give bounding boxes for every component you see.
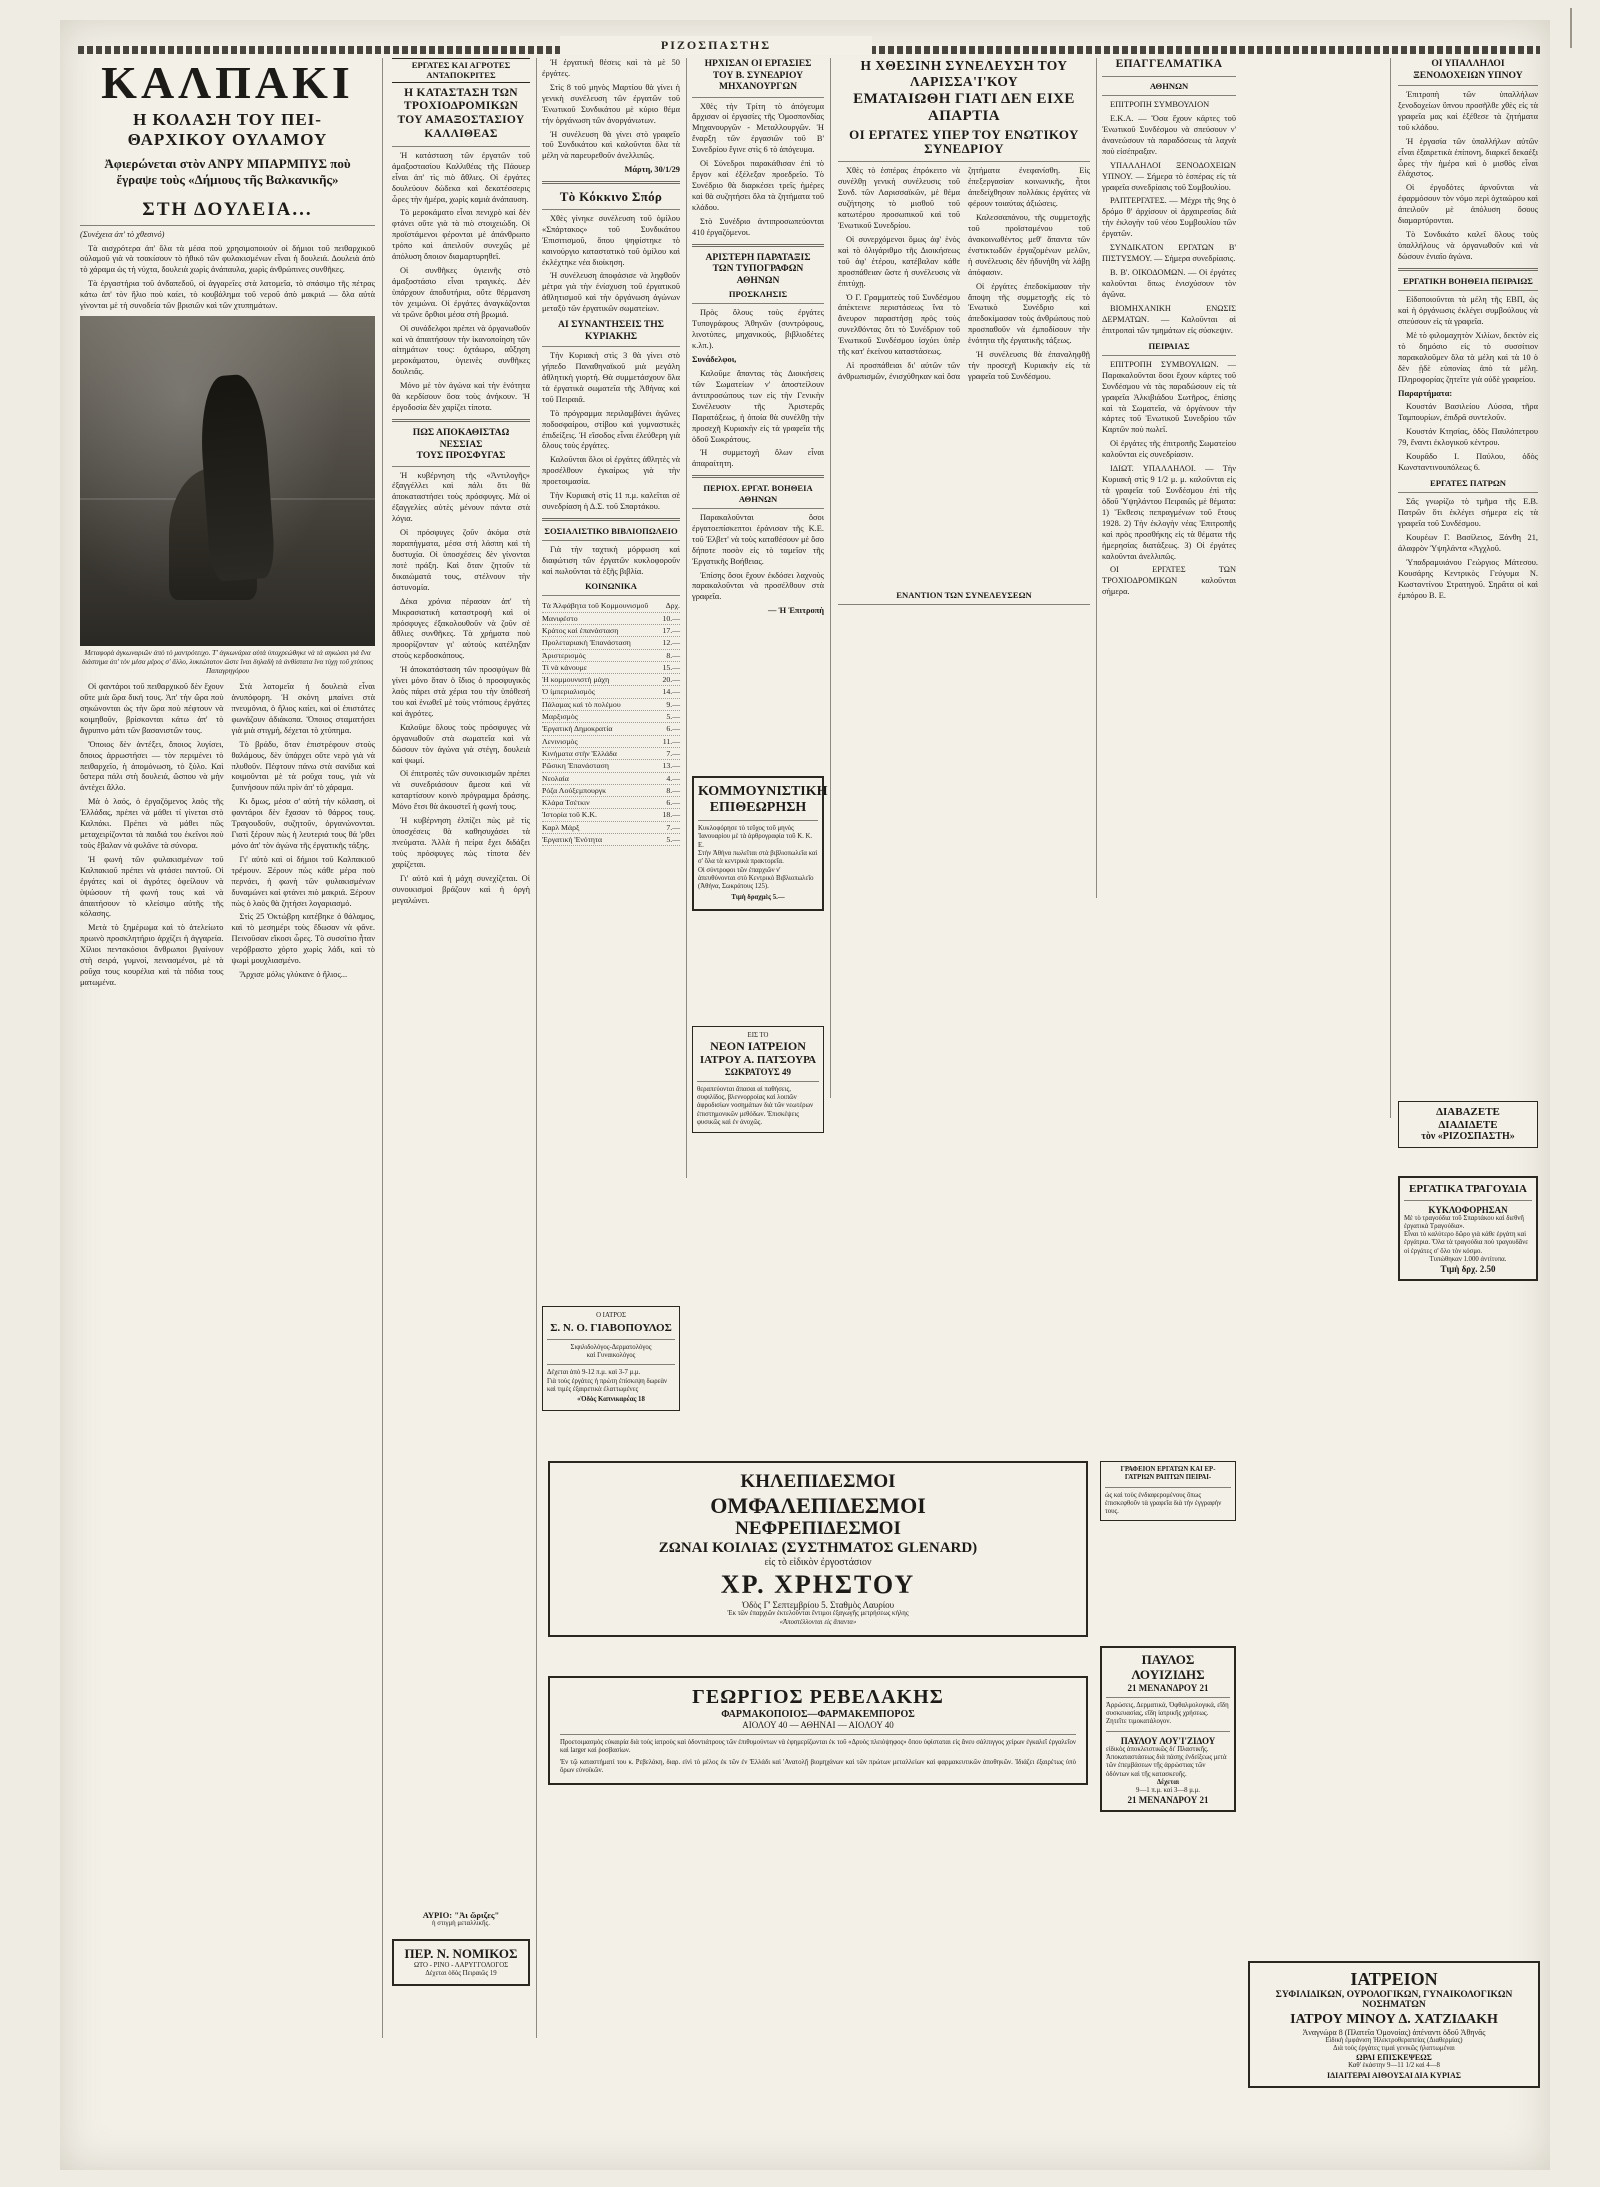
hotel-headline-1: ΟΙ ΥΠΑΛΛΗΛΟΙ: [1431, 58, 1505, 69]
ad-pharmacy-sub1: ΦΑΡΜΑΚΟΠΟΙΟΣ—ΦΑΡΜΑΚΕΜΠΟΡΟΣ: [721, 1709, 915, 1720]
list-item: [542, 637, 680, 649]
photo-caption: Μεταφορὰ ἀγκωναριῶν ἀπὸ τὸ μαντρότειχο. Τ' ἀγκωνάρια αὐτὰ ὑποχρεώθηκε νὰ τὰ σηκώσει γιὰ ἕνα διάστημα ἀπ' τὸν μέσα μέρος σ' ἄλλο, λυκεώτατον ὥστε ἵναι δηλαδὴ τὰ ἀνθίστατα ἴνα τύχῃ τοῦ χτύπους Παπαγρηγόρου: [81, 649, 374, 676]
book-price-list: [542, 600, 680, 846]
kalpaki-p6: Ἡ φωνὴ τῶν φυλακισμένων τοῦ Καλπακιοῦ πρέπει νὰ φτάσει παντοῦ. Οἱ ἐργάτες καὶ οἱ ἀγρότες ὀφείλουν νὰ ὑψώσουν τὴ φωνή τους καὶ νὰ ἀπαιτήσουν τὸ κλείσιμο αὐτῆς τῆς κόλασης.: [80, 854, 224, 919]
book-price: 6.—: [666, 724, 680, 734]
refugees-p5: Καλοῦμε ὅλους τοὺς πρόσφυγες νὰ ὀργανωθοῦν στὰ σωματεῖα καὶ νὰ δώσουν τὸν ἀγώνα γιὰ στέγη, δουλειὰ καὶ ψωμί.: [392, 722, 530, 765]
ad-review-p2: Στὴν Ἀθήνα πωλεῖται στὰ βιβλιοπωλεῖα καὶ σ' ὅλα τὰ κεντρικὰ πρακτορεῖα.: [698, 850, 818, 866]
book-title: Τὰ Ἀλφάβητα τοῦ Κομμουνισμοῦ: [542, 601, 649, 611]
rizospastis-label: τὸν «ΡΙΖΟΣΠΑΣΤΗ»: [1421, 1131, 1515, 1143]
ad-truss-line-5: εἰς τὸ εἰδικὸν ἐργοστάσιον: [764, 1557, 872, 1569]
hotel-p3: Οἱ ἐργοδότες ἀρνοῦνται νὰ ἐφαρμόσουν τὸν νόμο περὶ ὀχταώρου καὶ ἀπειλοῦν μὲ ἀπόλυση ὅσους διαμαρτύρονται.: [1398, 183, 1538, 226]
patras-workers-headline: ΕΡΓΑΤΕΣ ΠΑΤΡΩΝ: [1429, 477, 1507, 488]
branch-2: Κουρᾶδο Ι. Παύλου, ὁδὸς Κωνσταντινουπόλεως 6.: [1398, 452, 1538, 473]
book-price: 8.—: [666, 650, 680, 660]
prof-row-3: ΡΑΠΤΕΡΓΑΤΕΣ. — Μέχρι τῆς 9ης ὁ δρόμο θ' ἀρχίσουν οἱ ἀρχαιρεσίας διὰ τὴν ἐκλογὴν τοῦ νέου Συμβουλίου τῶν ἐργατῶν.: [1102, 196, 1236, 239]
louizidis-address-2: 21 ΜΕΝΑΝΔΡΟΥ 21: [1127, 1795, 1209, 1806]
larissa-headline-3: ΟΙ ΕΡΓΑΤΕΣ ΥΠΕΡ ΤΟΥ ΕΝΩΤΙΚΟΥ ΣΥΝΕΔΡΙΟΥ: [849, 126, 1079, 157]
list-item: [542, 699, 680, 711]
list-item: [542, 613, 680, 625]
refugees-p8: Γι' αὐτὸ καὶ ἡ μάχη συνεχίζεται. Οἱ συνοικισμοὶ βράζουν καὶ ἡ ὀργὴ μεγαλώνει.: [392, 873, 530, 905]
sunday-p1: Τὴν Κυριακὴ στὶς 3 θὰ γίνει στὸ γήπεδο Παναθηναϊκοῦ μιὰ μεγάλη ἀθλητικὴ γιορτή. Θὰ συμμετάσχουν ὅλα τὰ ἐργατικὰ σωματεῖα τῆς Ἀθήνας καὶ τοῦ Πειραιᾶ.: [542, 351, 680, 404]
book-price: 18.—: [662, 810, 680, 820]
ad-clinic-doctor: ΙΑΤΡΟΥ Α. ΠΑΤΣΟΥΡΑ: [699, 1054, 817, 1067]
larissa-p4: Αἱ προσπάθειαι δι' αὐτῶν τῶν ἀνθρωπισμῶν, ἐνισχύθηκαν καὶ ὅσα ζητήματα ἐνεφανίσθη. Εἰς ἐπεξεργασίαν κοινωνικῆς, ἦτοι ἀπεδείχθησαν πολλάκις ἐργάτες νὰ φέρουν τοιαύτας ἀξιώσεις.: [838, 166, 1090, 381]
kalpaki-dedication-2: ἔγραψε τοὺς «Δήμιους τῆς Βαλκανικῆς»: [116, 172, 339, 188]
column-rule: [1390, 58, 1391, 1118]
column-rule: [1096, 58, 1097, 898]
refugees-headline-1: ΠΩΣ ΑΠΟΚΑΘΙΣΤΑΩ ΝΕΣΣΙΑΣ: [412, 427, 510, 450]
book-price: 7.—: [666, 822, 680, 832]
kalpaki-section-title: ΣΤΗ ΔΟΥΛΕΙΑ...: [142, 198, 313, 220]
kalpaki-p1: Τὰ αισχρότερα ἀπ' ὅλα τὰ μέσα ποὺ χρησιμοποιούν οἱ δήμιοι τοῦ πειθαρχικοῦ οὐλαμοῦ γιὰ νὰ τσακίσουν τὸ ἠθικό τῶν φυλακισμένων εἶναι ἡ δουλειά. Δουλειὰ ἀπὸ τὸ χάραμα ὡς τὴ νύχτα, δουλειὰ χωρὶς ἀνάπαυλα, χωρὶς ἀνθρώπινες συνθῆκες.: [80, 243, 375, 275]
bookshop-note: Γιὰ τὴν ταχτικὴ μόρφωση καὶ διαφώτιση τῶν ἐργατῶν κυκλοφοροῦν καὶ πωλοῦνται τὰ ἑξῆς βιβλία.: [542, 545, 680, 577]
hatzidakis-hours-label: ΩΡΑΙ ΕΠΙΣΚΕΨΕΩΣ: [1356, 2053, 1432, 2063]
larissa-headline-1: Η ΧΘΕΣΙΝΗ ΣΥΝΕΛΕΥΣΗ ΤΟΥ ΛΑΡΙΣΣΑ'Ι'ΚΟΥ: [860, 58, 1068, 89]
book-title: Ἐργατικὴ Ἑνότητα: [542, 835, 603, 845]
bookshop-headline: ΣΟΣΙΑΛΙΣΤΙΚΟ ΒΙΒΛΙΟΠΩΛΕΙΟ: [544, 526, 678, 537]
book-title: Ἱστορία τοῦ Κ.Κ.: [542, 810, 597, 820]
banner-worker-correspondents: ΕΡΓΑΤΕΣ ΚΑΙ ΑΓΡΟΤΕΣ ΑΝΤΑΠΟΚΡΙΤΕΣ: [392, 58, 530, 83]
ad-clinic-address: ΣΩΚΡΑΤΟΥΣ 49: [724, 1066, 792, 1077]
page-title: ΚΑΛΠΑΚΙ: [101, 57, 354, 108]
list-item: [542, 662, 680, 674]
book-title: Ρῶσικη Ἐπανάσταση: [542, 761, 609, 771]
red-sport-headline: Τὸ Κόκκινο Σπόρ: [559, 189, 663, 205]
hatzidakis-specialties: ΣΥΦΙΛΙΔΙΚΩΝ, ΟΥΡΟΛΟΓΙΚΩΝ, ΓΥΝΑΙΚΟΛΟΓΙΚΩΝ ΝΟΣΗΜΑΤΩΝ: [1275, 1989, 1513, 2010]
ad-clinic-text: θεραπεύονται ἅπασαι αἱ παθήσεις, συφιλίδος, βλεννορροίας καὶ λοιπῶν ἀφροδισίων νοσημάτων διὰ τῶν νεωτέρων ἐπιστημονικῶν μεθόδων. Ἐπισκέψεις φυσικῶς καὶ ἐν ἀνοχῶς.: [697, 1085, 814, 1126]
ad-louizidis: [1100, 1640, 1236, 1818]
prof-row-2: ΥΠΑΛΛΗΛΟΙ ΞΕΝΟΔΟΧΕΙΩΝ ΥΠΝΟΥ. — Σήμερα τὸ ἑσπέρας εἰς τὰ γραφεῖα συνεδρίασις τοῦ Συμβουλίου.: [1102, 160, 1236, 192]
book-price: 5.—: [666, 712, 680, 722]
refugees-p3: Δέκα χρόνια πέρασαν ἀπ' τὴ Μικρασιατικὴ καταστροφὴ καὶ οἱ πρόσφυγες ἐξακολουθοῦν νὰ ζοῦν σὲ ἄθλιες συνθῆκες. Τὰ χρήματα ποὺ προορίζονταν γι' αὐτοὺς κατέληξαν στοὺς κερδοσκόπους.: [392, 596, 530, 661]
book-title: Ἡ κομμουνιστὴ μάχη: [542, 675, 610, 685]
kalpaki-subhead-2: ΘΑΡΧΙΚΟΥ ΟΥΛΑΜΟΥ: [127, 129, 328, 149]
list-item: [542, 736, 680, 748]
sunday-p3: Καλοῦνται ὅλοι οἱ ἐργάτες ἀθλητὲς νὰ προσέλθουν ἐγκαίρως γιὰ τὴν προετοιμασία.: [542, 455, 680, 487]
hotel-headline-2: ΞΕΝΟΔΟΧΕΙΩΝ ΥΠΝΟΥ: [1413, 69, 1523, 81]
list-item: [542, 748, 680, 760]
ad-doctor-name: Σ. Ν. Ο. ΓΙΑΒΟΠΟΥΛΟΣ: [550, 1322, 672, 1335]
col3-p1: Ἡ ἐργατικὴ θέσεις καὶ τὰ μὲ 50 ἐργάτες.: [542, 58, 680, 78]
prof-row-1: Ε.Κ.Α. — Ὅσα ἔχουν κάρτες τοῦ Ἑνωτικοῦ Συνδέσμου νὰ σπεύσουν ν' ἀνανεώσουν τὰ παραδόσεως τὰ λαχνὰ ποὺ εἰσέπραξαν.: [1102, 114, 1236, 156]
sunday-invitation: Τὴν Κυριακὴ στὶς 11 π.μ. καλεῖται σὲ συνεδρίαση ἡ Δ.Σ. τοῦ Σπαρτάκου.: [542, 491, 680, 512]
workers-aid-p2: Ἐπίσης ὅσοι ἔχουν ἐκδόσει λαχνοὺς παρακαλοῦνται νὰ προσέλθουν στὰ γραφεῖα.: [692, 570, 824, 602]
branches-label: Παραρτήματα:: [1398, 388, 1453, 398]
ad-clinic-hatzidakis-box: [1248, 1955, 1540, 2094]
piraeus-row-3: ΟΙ ΕΡΓΑΤΕΣ ΤΩΝ ΤΡΟΧΙΟΔΡΟΜΙΚΩΝ καλοῦνται σήμερα.: [1102, 565, 1236, 597]
professional-athens-label: ΑΘΗΝΩΝ: [1149, 80, 1189, 91]
against-assemblies-note: ΕΝΑΝΤΙΟΝ ΤΩΝ ΣΥΝΕΛΕΥΣΕΩΝ: [896, 590, 1032, 600]
songs-p3: Εἶναι τὸ καλύτερο δῶρο γιὰ κάθε ἐργάτη καὶ ἐργάτρια. Ὅλα τὰ τραγούδια ποὺ τραγουδᾶνε οἱ ἐργάτες σ' ὅλο τὸν κόσμο.: [1404, 1231, 1529, 1255]
ad-communist-review: [692, 770, 828, 917]
book-price: 6.—: [666, 798, 680, 808]
louizidis-text2: εἰδικὸς ἀποκλειστικῶς δι' Πλαστικῆς. Ἀποκαταστάσεως διὰ πάσης ἐνδείξεως μετὰ τῶν ἐπεμβάσεων τῆς ἀρρώστιας τῶν ὀδόντων καὶ τῆς κατασκευῆς.: [1106, 1745, 1227, 1778]
hotel-p1: Ἐπιτροπὴ τῶν ὑπαλλήλων ξενοδοχείων ὕπνου προσῆλθε χθὲς εἰς τὰ γραφεῖα μας καὶ ἐξέθεσε τὰ ζητήματα τοῦ κλάδου.: [1398, 90, 1538, 132]
piraeus-aid-p1: Εἰδοποιοῦνται τὰ μέλη τῆς ΕΒΠ, ὡς καὶ ἡ ὀργάνωσις ἐκλέγει συμβούλους νὰ σπεύσουν εἰς τὰ γραφεῖα.: [1398, 295, 1538, 326]
kalpaki-p12: Στὶς 25 Ὀκτώβρη κατέβηκε ὁ θάλαμος, καὶ τὸ μεσημέρι τοὺς ἔδωσαν νὰ φᾶνε. Πεινοῦσαν εἴκοσι ὧρες. Τὸ συσσίτιο ἦταν νερόβραστο χόρτο χωρὶς λάδι, καὶ τὸ ψωμὶ μουχλιασμένο.: [231, 912, 375, 966]
hatzidakis-address: Ἀναγνώρα 8 (Πλατεῖα Ὁμονοίας) ἀπέναντι ὁδοῦ Ἀθηνᾶς: [1302, 2027, 1486, 2037]
kalpaki-p3: Οἱ φαντάροι τοῦ πειθαρχικοῦ δὲν ἔχουν οὔτε μιὰ ὥρα δική τους. Ἀπ' τὴν ὥρα ποὺ σηκώνονται ὡς τὴν ὥρα ποὺ πέφτουν νὰ κοιμηθοῦν, βρίσκονται κάτω ἀπ' τὸ ἄγρυπνο μάτι τῶν βασανιστῶν τους.: [80, 682, 224, 735]
refugees-p2: Οἱ πρόσφυγες ζοῦν ἀκόμα στὰ παραπήγματα, μέσα στὴ λάσπη καὶ τὴ δυστυχία. Οἱ ὑποσχέσεις δὲν γίνονται ποτὲ πράξη. Καὶ ὅταν ζητοῦν τὰ δικαιώματά τους, στέλνουν τὴν ἀστυνομία.: [392, 528, 530, 592]
typographers-p3: Καλοῦμε ἅπαντας τὰς Διοικήσεις τῶν Σωματείων ν' ἀποστείλουν ἀντιπροσώπους των εἰς τὴν Γενικὴν Συνέλευσιν τῆς Ἀριστερᾶς Παρατάξεως, ἡ ὁποία θὰ συνέλθῃ τὴν προσεχῆ Κυριακὴν εἰς τὰ γραφεῖα τῆς ὁδοῦ Σωκράτους.: [692, 368, 824, 444]
book-price: 11.—: [662, 736, 680, 746]
tailors-head-1: ΓΡΑΦΕΙΟΝ ΕΡΓΑΤΩΝ ΚΑΙ ΕΡ-: [1120, 1466, 1216, 1473]
ad-pharmacy-p2: Ἐν τῷ καταστήματί του κ. Ρεβελάκη, διαρ. εἰνὶ τὸ μέλος ἐκ τῶν ἐν 'Ελλάδι καὶ 'Ανατολῇ βιομηχάνων καὶ τῶν πρώτων μεταλλείων καὶ φαρμακευτικῶν ἀποθηκῶν. Ἰδιάζει ἐξαιρέτως ὑπὸ ὅρων εὐνοϊκῶν.: [560, 1758, 1076, 1774]
hotel-p4: Τὸ Συνδικάτο καλεῖ ὅλους τοὺς ὑπαλλήλους νὰ ὀργανωθοῦν καὶ νὰ δώσουν ἑνιαῖο ἀγώνα.: [1398, 230, 1538, 261]
metal-p2: Οἱ Σύνεδροι παρακάθισαν ἐπὶ τὸ ἔργον καὶ ἐξέλεξαν προεδρεῖο. Τὸ Συνέδριο θὰ διαρκέσει τρεῖς ἡμέρες καὶ θὰ συζητήσει ὅλα τὰ ζητήματα τοῦ κλάδου.: [692, 159, 824, 212]
book-price: 17.—: [662, 626, 680, 635]
list-item: [542, 809, 680, 821]
refugees-p7: Ἡ κυβέρνηση ἐλπίζει πὼς μὲ τὶς ὑποσχέσεις θὰ καθησυχάσει τὰ πνεύματα. Ἀλλὰ ἡ πείρα ἔχει διδάξει τοὺς πρόσφυγες πὼς τίποτα δὲν χαρίζεται.: [392, 816, 530, 869]
list-item: [542, 711, 680, 723]
tram-p1: Ἡ κατάσταση τῶν ἐργατῶν τοῦ ἀμαξοστασίου Καλλιθέας τῆς Πάουερ εἶναι ἀπ' τὶς πιὸ ἄθλιες. Οἱ ἐργάτες δουλεύουν δώδεκα καὶ δεκατέσσερις ὧρες τὴν ἡμέρα, χωρὶς καμιὰ ἀνάπαυση.: [392, 150, 530, 204]
masthead-title: ΡΙΖΟΣΠΑΣΤΗΣ: [560, 36, 872, 55]
larissa-p7: Ἡ συνέλευσις θὰ ἐπαναληφθῇ τὴν προσεχῆ Κυριακὴν εἰς τὰ γραφεῖα τοῦ Συνδέσμου.: [968, 350, 1090, 381]
book-price: 8.—: [666, 785, 680, 795]
col3-dateline: Μάρτη, 30/1/29: [624, 165, 680, 175]
larissa-p3: Ὁ Γ. Γραμματεὺς τοῦ Συνδέσμου ἀπέκτεινε περιστάσεως ἵνα τὸ ἄνευρον παραστήσῃ πρὸς τοὺς συνελθόντας ὅτι τὸ Συνέδριον τοῦ Ἑνωτικοῦ Συνδέσμου ἰσχύει ὑπὲρ τῆς κατ' ἐκείνου καταστάσεως.: [838, 292, 960, 357]
prof-row-0: ΕΠΙΤΡΟΠΗ ΣΥΜΒΟΥΛΙΟΝ: [1110, 100, 1210, 110]
list-item: [542, 674, 680, 686]
red-sport-p1: Χθὲς γίνηκε συνέλευση τοῦ ὁμίλου «Σπάρτακος» τοῦ Συνδικάτου Ἐπισιτισμοῦ, ὅπου ψηφίστηκε τὸ καινούργιο καταστατικὸ τοῦ ὁμίλου καὶ ἐκλέχτηκε νέα διοίκηση.: [542, 213, 680, 267]
book-price: Δρχ.: [665, 601, 680, 611]
tram-p2: Τὸ μεροκάματο εἶναι πενιχρὸ καὶ δὲν φτάνει οὔτε γιὰ τὰ πιὸ στοιχειώδη. Οἱ προϊστάμενοι φέρονται μὲ ἀπάνθρωπο τρόπο καὶ ἀπειλοῦν συνεχῶς μὲ ἀπόλυση ὅποιον διαμαρτυρηθεῖ.: [392, 208, 530, 262]
book-price: 15.—: [662, 662, 680, 672]
larissa-p2: Οἱ συνερχόμενοι ὅμως ἀφ' ἑνὸς καὶ τὸ ὀλιγάριθμο τῆς Διοικήσεως τοῦ ἀφ' ἑτέρου, κατέβαλαν κάθε προσπάθειαν ὥστε ἡ συνέλευσις νὰ ἐπιτύχῃ.: [838, 234, 960, 288]
list-item: [542, 650, 680, 662]
hatzidakis-hours: Καθ' ἑκάστην 9—11 1/2 καὶ 4—8: [1348, 2062, 1440, 2070]
list-item: [542, 625, 680, 637]
kalpaki-p4: Ὅποιος δὲν ἀντέξει, ὅποιος λυγίσει, ὅποιος ἀρρωστήσει — τὸν περιμένει τὸ πειθαρχεῖο, ἡ ἀπομόνωση, τὸ ξύλο. Καὶ ὕστερα πάλι στὴ δουλειά, ὥσπου νὰ μὴν ἀντέχει ἄλλο.: [80, 739, 224, 793]
col3-p3: Ἡ συνέλευση θὰ γίνει στὸ γραφεῖο τοῦ Συνδικάτου καὶ καλοῦνται ὅλα τὰ μέλη νὰ παρευρεθοῦν ἀνελλιπῶς.: [542, 129, 680, 161]
col5-mid-notes: [838, 590, 1090, 609]
column-professional-athens: [1102, 58, 1236, 601]
hatzidakis-title: ΙΑΤΡΕΙΟΝ: [1350, 1969, 1438, 1989]
ad-review-title-2: ΕΠΙΘΕΩΡΗΣΗ: [709, 800, 807, 816]
column-rule: [830, 58, 831, 1098]
louizidis-hours-label: Δέχεται: [1156, 1778, 1180, 1786]
ad-truss-address: Ὁδὸς Γ' Σεπτεμβρίου 5. Σταθμὸς Λαυρίου: [741, 1600, 895, 1611]
sunday-p2: Τὸ πρόγραμμα περιλαμβάνει ἀγῶνες ποδοσφαίρου, στίβου καὶ γυμναστικὲς ἐπιδείξεις. Ἡ εἴσοδος εἶναι ἐλεύθερη γιὰ ὅλους τοὺς ἐργάτες.: [542, 408, 680, 451]
photo-prisoners-carrying-stones: [80, 316, 375, 646]
book-price: 20.—: [662, 675, 680, 685]
typographers-salutation: Συνάδελφοι,: [692, 355, 737, 365]
louizidis-address: 21 ΜΕΝΑΝΔΡΟΥ 21: [1127, 1682, 1209, 1693]
list-item: [542, 834, 680, 846]
page-edge-mark: [1570, 8, 1572, 48]
list-item: [542, 600, 680, 612]
prof-row-6: ΒΙΟΜΗΧΑΝΙΚΗ ΕΝΩΣΙΣ ΔΕΡΜΑΤΩΝ. — Καλοῦνται αἱ ἐπιτροπαὶ τῶν τμημάτων εἰς σύσκεψιν.: [1102, 303, 1236, 335]
ad-review-price: Τιμὴ δραχμὲς 5.—: [731, 894, 785, 902]
tailors-text: ὡς καὶ τοὺς ἐνδιαφερομένους ὅπως ἐπισκεφθοῦν τὰ γραφεῖα διὰ τὴν ἐγγραφήν τους.: [1105, 1491, 1222, 1516]
kalpaki-p2: Τὰ ἐργαστήρια τοῦ ἀνδαπεδοῦ, οἱ ἀγγαρεῖες στὰ λατομεῖα, τὸ σπάσιμο τῆς πέτρας κάτω ἀπ' τὸν ἥλιο ποὺ καίει, τὸ κουβάλημα τοῦ νεροῦ ἀπὸ μακριά — ὅλα αὐτὰ γίνονται μὲ τὴ συνοδεία τῶν βρισιῶν καὶ τῶν χτυπημάτων.: [80, 279, 375, 311]
refugees-p4: Ἡ ἀποκατάσταση τῶν προσφύγων θὰ γίνει μόνο ὅταν ὁ ἴδιος ὁ προσφυγικὸς λαὸς πάρει στὰ χέρια του τὴν ὑπόθεσή του καὶ ἑνωθεῖ μὲ τοὺς ντόπιους ἐργάτες καὶ ἀγρότες.: [392, 665, 530, 718]
book-title: Καρλ Μάρξ: [542, 822, 580, 832]
ad-truss-line-1: ΚΗΛΕΠΙΔΕΣΜΟΙ: [740, 1471, 896, 1492]
book-title: Κινήματα στὴν Ἑλλάδα: [542, 748, 617, 758]
louizidis-name: ΠΑΥΛΟΣ ΛΟΥΙΖΙΔΗΣ: [1131, 1652, 1205, 1682]
kalpaki-p7: Μετὰ τὸ ξημέρωμα καὶ τὸ ἀτελείωτο πρωινὸ προσκλητήριο ἀρχίζει ἡ ἀγγαρεία. Χίλιοι πεντακόσιοι ἄνθρωποι βγαίνουν στὴ σειρά, γυμνοί, πεινασμένοι, μὲ τὰ ροῦχα τους κουρέλια καὶ τὰ πόδια τους ματωμένα.: [80, 923, 224, 988]
songs-p2: Μὲ τὸ τραγούδια τοῦ Σπαρτάκου καὶ διεθνῆ ἐργατικὰ Τραγούδια».: [1404, 1214, 1524, 1230]
piraeus-aid-p2: Μὲ τὸ φιλομαχητὸν Χιλίων, δεκτὸν εἰς τὸ δημόσιο εἰς τὸ συσσίτιον παρακαλοῦμεν ὅλα τὰ μέλη καὶ τὰ 10 ὁ δὲν ᾑδὲ εὑπονίας ἀπὸ τὰ μέλη. Πληροφορίας ζητεῖτε γιὰ οὐδὲ γραφείου.: [1398, 330, 1538, 384]
hatzidakis-doctor: ΙΑΤΡΟΥ ΜΙΝΟΥ Δ. ΧΑΤΖΙΔΑΚΗ: [1290, 2011, 1498, 2027]
red-sport-p2: Ἡ συνέλευση ἀποφάσισε νὰ ληφθοῦν μέτρα γιὰ τὴν ἐνίσχυση τοῦ ἐργατικοῦ ἀθλητισμοῦ καὶ τὴν ὀργάνωση ἀγώνων μεταξὺ τῶν ἐργατικῶν σωματείων.: [542, 271, 680, 314]
refugees-headline-2: ΤΟΥΣ ΠΡΟΣΦΥΓΑΣ: [416, 450, 506, 462]
ad-pharmacy-revelakis: [548, 1670, 1088, 1791]
larissa-headline-2: ΕΜΑΤΑΙΩΘΗ ΓΙΑΤΙ ΔΕΝ ΕΙΧΕ ΑΠΑΡΤΙΑ: [853, 91, 1075, 125]
ad-doctor-spec1: Σιφιλιδολόγος-Δερματολόγος: [570, 1343, 652, 1351]
tram-p4: Οἱ συνάδελφοι πρέπει νὰ ὀργανωθοῦν καὶ νὰ ἀπαιτήσουν τὴν ἱκανοποίηση τῶν αἰτημάτων τους: ὀχτάωρο, αὔξηση μεροκάματου, ὑγιεινὲς συνθῆκες δουλειᾶς.: [392, 323, 530, 377]
larissa-p6: Οἱ ἐργάτες ἐπεδοκίμασαν τὴν ἄποψη τῆς συμμετοχῆς εἰς τὸ Ἑνωτικὸ Συνέδριο καὶ ἀπεδοκίμασαν τοὺς ἀνθρώπους ποὺ προσπαθοῦν νὰ ἐμποδίσουν τὴν ἑνότητα τῆς ἐργατικῆς τάξεως.: [968, 281, 1090, 346]
songs-title: ΕΡΓΑΤΙΚΑ ΤΡΑΓΟΥΔΙΑ: [1409, 1183, 1527, 1195]
column-rule: [536, 58, 537, 2038]
typographers-call-label: ΠΡΟΣΚΛΗΣΙΣ: [728, 289, 788, 300]
book-title: Κράτος καὶ ἐπανάσταση: [542, 626, 619, 635]
book-title: Ρόζα Λούξεμπουργκ: [542, 785, 607, 795]
article-metalworkers-congress: [692, 58, 824, 620]
book-title: Ὁ ἰμπεριαλισμός: [542, 687, 595, 697]
column-3: [542, 58, 680, 846]
kalpaki-p10: Κι ὅμως, μέσα σ' αὐτὴ τὴν κόλαση, οἱ φαντάροι δὲν ἔχασαν τὸ θάρρος τους. Τραγουδοῦν, συζητοῦν, ὀργανώνονται. Γιατὶ ξέρουν πὼς ἡ λευτεριά τους θά 'ρθει μόνο ἀπ' τὸν ἀγώνα τῆς ἐργατικῆς τάξης.: [231, 797, 375, 850]
metal-p1: Χθὲς τὴν Τρίτη τὸ ἀπόγευμα ἄρχισαν οἱ ἐργασίες τῆς Ὁμοσπονδίας Μηχανουργῶν - Μεταλλουργῶν. Ἡ ἔναρξη τῶν ἐργασιῶν τοῦ Β' Συνεδρίου ἔγινε στὶς 6 τὸ ἀπόγευμα.: [692, 101, 824, 155]
article-tram-workers: [392, 58, 530, 910]
ad-pharmacy-sub2: ΑΙΟΛΟΥ 40 — ΑΘΗΝΑΙ — ΑΙΟΛΟΥ 40: [742, 1720, 894, 1730]
tram-p3: Οἱ συνθῆκες ὑγιεινῆς στὸ ἀμαξοστάσιο εἶναι τραγικές. Δὲν ὑπάρχουν ἀποδυτήρια, οὔτε θέρμανση τὸν χειμώνα. Οἱ ἐργάτες ἀναγκάζονται νὰ τρῶνε ὄρθιοι μέσα στὴ βρωμιά.: [392, 266, 530, 319]
ad-doctor-prefix: Ο ΙΑΤΡΟΣ: [596, 1312, 626, 1319]
ad-pireas-tailors: [1100, 1455, 1236, 1527]
tram-headline-2: ΤΟΥ ΑΜΑΞΟΣΤΑΣΙΟΥ ΚΑΛΛΙΘΕΑΣ: [397, 114, 525, 141]
workers-aid-headline: ΠΕΡΙΟΧ. ΕΡΓΑΤ. ΒΟΗΘΕΙΑ ΑΘΗΝΩΝ: [703, 483, 813, 504]
list-item: [542, 785, 680, 797]
column-rule: [382, 58, 383, 2038]
ad-doctor-note: Γιὰ τοὺς ἐργάτες ἡ πρώτη ἐπίσκεψη δωρεὰν καὶ τιμὲς ἐξαιρετικὰ ἐλαττωμένες: [547, 1377, 668, 1394]
ad-doctor-spec2: καὶ Γυναικολόγος: [586, 1352, 636, 1360]
tram-headline-1: Η ΚΑΤΑΣΤΑΣΗ ΤΩΝ ΤΡΟΧΙΟΔΡΟΜΙΚΩΝ: [403, 86, 519, 113]
article-larissa-assembly: [838, 58, 1090, 384]
hatzidakis-p1: Εἰδικὴ ἐμφάνιση Ἠλεκτροθεραπείας (Διαθερμίας): [1325, 2036, 1463, 2044]
book-title: Μανιφέστο: [542, 613, 578, 623]
patras-list-0: Κουρέων Γ. Βασίλειος, Ξάνθη 21, ἀλαφρὸν Ὑψηλάντα «Ἀγχλοῦ.: [1398, 533, 1538, 553]
kalpaki-p13: Ἄρχισε μόλις γλύκανε ὁ ἥλιος...: [239, 970, 348, 980]
col3-p2: Στὶς 8 τοῦ μηνὸς Μαρτίου θὰ γίνει ἡ γενικὴ συνέλευση τῶν ἐργατῶν τοῦ Ἑνωτικοῦ Συνδικάτου μὲ κύριο θέμα τὴν ὀργάνωση τῶν ἀνοργάνωτων.: [542, 82, 680, 125]
ad-doctor-hours: Δέχεται ἀπὸ 9-12 π.μ. καὶ 3-7 μ.μ.: [547, 1369, 641, 1377]
tailors-head-2: ΓΑΤΡΙΩΝ ΡΑΠΤΩΝ ΠΕΙΡΑΙ-: [1124, 1474, 1212, 1482]
ad-clinic-title: ΝΕΟΝ ΙΑΤΡΕΙΟΝ: [710, 1039, 806, 1054]
ad-trusses-christou: [548, 1455, 1088, 1643]
hatzidakis-p2: Διὰ τοὺς ἐργάτες τιμαὶ γενικῶς ἠλαττωμέναι: [1333, 2045, 1455, 2053]
songs-copies: Τυπώθηκαν 1.000 ἀντίτυπα.: [1429, 1256, 1507, 1264]
ad-nomikos-spec: ΩΤΟ - ΡΙΝΟ - ΛΑΡΥΓΓΟΛΟΓΟΣ: [413, 1961, 509, 1969]
tomorrow-teaser-2: ἡ στιγμὴ μεταλλικῆς.: [432, 1920, 490, 1928]
book-title: Λενινισμὸς: [542, 736, 578, 746]
ad-review-p1: Κυκλοφόρησε τὸ τεῦχος τοῦ μηνὸς Ἰανουαρίου μὲ τὰ ἀρθρογραφία τοῦ Κ. Κ. Ε.: [698, 825, 813, 849]
book-price: 13.—: [662, 761, 680, 771]
book-title: Ἐργατικὴ Δημοκρατία: [542, 724, 613, 734]
piraeus-row-1: Οἱ ἐργάτες τῆς ἐπιτροπῆς Σωματείου καλοῦνται εἰς συνεδρίασιν.: [1102, 439, 1236, 460]
column-rule: [686, 58, 687, 1178]
patras-p: Σᾶς γνωρίζω τὸ τμῆμα τῆς Ε.Β. Πατρῶν ὅτι ἐκλέγει σήμερα εἰς τὰ γραφεῖα τοῦ Συνδέσμου.: [1398, 497, 1538, 529]
kalpaki-lead: (Συνέχεια ἀπ' τὸ χθεσινό): [80, 229, 165, 239]
list-item: [542, 773, 680, 785]
sunday-meetings-headline-2: ΚΥΡΙΑΚΗΣ: [584, 330, 638, 342]
book-title: Τί νὰ κάνουμε: [542, 662, 588, 672]
typographers-p4: Ἡ συμμετοχὴ ὅλων εἶναι ἀπαραίτητη.: [692, 448, 824, 469]
read-label: ΔΙΑΒΑΖΕΤΕ: [1436, 1106, 1500, 1118]
book-title: Μαρξισμὸς: [542, 712, 578, 722]
kalpaki-p9: Τὸ βράδυ, ὅταν ἐπιστρέφουν στοὺς θαλάμους, δὲν ὑπάρχει οὔτε νερὸ γιὰ νὰ πλυθοῦν. Πέφτουν πάνω στὰ σανίδια καὶ κοιμοῦνται μὲ τὰ ροῦχα τους, γιὰ νὰ ξυπνήσουν πάλι πρὶν ἀπ' τὸ χάραμα.: [231, 739, 375, 793]
typographers-headline-1: ΑΡΙΣΤΕΡΗ ΠΑΡΑΤΑΞΙΣ: [705, 251, 811, 263]
book-price: 7.—: [666, 748, 680, 758]
book-title: Προλεταριακὴ Ἐπανάσταση: [542, 638, 631, 648]
kalpaki-p8: Στὰ λατομεῖα ἡ δουλειὰ εἶναι ἀνυπόφορη. Ἡ σκόνη μπαίνει στὰ πνευμόνια, ὁ ἥλιος καίει, καὶ οἱ ἐπιστάτες φωνάζουν ἀδιάκοπα. Ὅποιος σταματήσει γιὰ μιὰ στιγμή, δέχεται τὸ χτύπημα.: [231, 682, 375, 735]
book-price: 5.—: [666, 835, 680, 845]
larissa-p5: Καλεσσαπάνου, τῆς συμμετοχῆς τοῦ προϊσταμένου τοῦ ἀνακοινωθέντος μεθ' ἅπαντα τῶν ἐνστικτωδῶν ἐργαζομένων μελῶν, ἡ συνέλευσις δὲν ἠδυνήθη νὰ λάβῃ ἀπόφασιν.: [968, 213, 1090, 277]
louizidis-hours: 9—1 π.μ. καὶ 3—8 μ.μ.: [1136, 1787, 1200, 1795]
book-title: Ἀριστερισμός: [542, 650, 586, 660]
prof-row-4: ΣΥΝΔΙΚΑΤΟΝ ΕΡΓΑΤΩΝ Β' ΠΙΣΤΥΣΜΟΥ. — Σήμερα συνεδρίασις.: [1102, 243, 1236, 264]
ad-review-p3: Οἱ σύντροφοι τῶν ἐπαρχιῶν ν' ἀπευθύνονται στὸ Κεντρικὸ Βιβλιοπωλεῖο (Ἀθήνα, Σωκράτους 125).: [698, 866, 814, 891]
ad-nomikos-address: Δέχεται ὁδὸς Πειραιῶς 19: [425, 1969, 497, 1977]
column-hotel-employees: [1398, 58, 1538, 605]
ad-pharmacy-p1: Προετοιμασμὸς εὐκαιρία διὰ τοὺς ἰατροὺς καὶ ὀδοντιάτρους τῶν ἐπιθυμούντων νὰ ἐφημερίζωνται ἐκ τοῦ «Δρυὸς πλειόψηφος» ὅπου ὑφίσταται εἰς ἄνευ σάλπιγγος χείρων ἐγκαλεῖ ἐργαλεῖον καὶ larger καὶ ῥοσβασίων.: [560, 1739, 1076, 1755]
social-section-headline: ΚΟΙΝΩΝΙΚΑ: [585, 581, 637, 592]
ad-clinic-patsouras: [692, 1020, 824, 1139]
workers-aid-sign: — Ἡ Ἐπιτροπὴ: [768, 606, 824, 616]
songs-circulated: ΚΥΚΛΟΦΟΡΗΣΑΝ: [1428, 1204, 1508, 1215]
workers-aid-p1: Παρακαλοῦνται ὅσοι ἐργατοεπίσκεπτοι ἐράνισαν τῆς Κ.Ε. τοῦ Ἐλβετ' νὰ τοὺς καταθέσουν μὲ ὅσο δήποτε ποσὸν εἰς τὸ ταμεῖον τῆς Ἐργατικῆς Βοήθειας.: [692, 512, 824, 566]
tram-p5: Μόνο μὲ τὸν ἀγώνα καὶ τὴν ἑνότητα θὰ κερδίσουν ὅσα τοὺς ἀνήκουν. Ἡ ἐργοδοσία δὲν χαρίζει τίποτα.: [392, 381, 530, 413]
ad-nomikos-name: ΠΕΡ. Ν. ΝΟΜΙΚΟΣ: [404, 1945, 518, 1961]
branch-1: Κουστάν Κτησίας, ὁδὸς Παυλόπετρου 79, ἔναντι ἐκλογικοῦ κέντρου.: [1398, 427, 1538, 448]
metal-headline-1: ΗΡΧΙΣΑΝ ΟΙ ΕΡΓΑΣΙΕΣ: [704, 58, 812, 69]
list-item: [542, 686, 680, 698]
tomorrow-teaser-1: ΑΥΡΙΟ: "Ἀι ὥριζες": [422, 1910, 500, 1920]
hatzidakis-rooms: ΙΔΙΑΙΤΕΡΑΙ ΑΙΘΟΥΣΑΙ ΔΙΑ ΚΥΡΙΑΣ: [1326, 2070, 1462, 2080]
typographers-headline-2: ΤΩΝ ΤΥΠΟΓΡΑΦΩΝ ΑΘΗΝΩΝ: [712, 263, 804, 286]
piraeus-row-2: ΙΔΙΩΤ. ΥΠΑΛΛΗΛΟΙ. — Τὴν Κυριακὴ στὶς 9 1/2 μ. μ. καλοῦνται εἰς τὰ γραφεῖα τοῦ Συνδέσμου ἐπὶ τῆς ὁδοῦ Ὑψηλάντου Πειραιῶς μὲ θέματα: 1) Ἔκθεσις πεπραγμένων τοῦ ἔτους 1928. 2) Τὴν ἐκλογὴν νέας Ἐπιτροπῆς καὶ πρὸς προσθήκης εἰς τὰ θέματα τῆς ἡμερησίας διατάξεως. 3) Οἱ ἐργάτες καλοῦνται ἀνελλιπῶς.: [1102, 464, 1236, 561]
list-item: [542, 797, 680, 809]
ad-workers-songs: [1398, 1170, 1538, 1287]
kalpaki-p5: Μὰ ὁ λαός, ὁ ἐργαζόμενος λαὸς τῆς Ἑλλάδας, πρέπει νὰ μάθει τί γίνεται στὸ Καλπάκι. Πρέπει νὰ μάθει πῶς μεταχειρίζονται τὰ παιδιά του ἐκεῖνοι ποὺ τοὺς ἔβαλαν νὰ φυλᾶνε τὰ σύνορα.: [80, 797, 224, 850]
list-item: [542, 822, 680, 834]
piraeus-section-label: ΠΕΙΡΑΙΑΣ: [1148, 340, 1190, 351]
ad-review-title-1: ΚΟΜΜΟΥΝΙΣΤΙΚΗ: [698, 784, 828, 799]
songs-price: Τιμὴ δρχ. 2.50: [1440, 1264, 1496, 1275]
kalpaki-subhead-1: Η ΚΟΛΑΣΗ ΤΟΥ ΠΕΙ-: [133, 110, 322, 129]
ad-truss-line-4: ΖΩΝΑΙ ΚΟΙΛΙΑΣ (ΣΥΣΤΗΜΑΤΟΣ GLENARD): [658, 1539, 978, 1556]
book-price: 14.—: [662, 687, 680, 697]
book-title: Κλάρα Τσέτκιν: [542, 798, 590, 808]
ad-truss-sub2: «Ἀποστέλλονται εἰς ἅπαντα»: [779, 1618, 857, 1626]
metal-p3: Στὸ Συνέδριο ἀντιπροσωπεύονται 410 ἐργαζόμενοι.: [692, 216, 824, 237]
ad-clinic-prefix: ΕΙΣ ΤΟ: [747, 1032, 769, 1039]
louizidis-text: Ἀρρώσεις, Δερματικά, Ὀφθαλμολογικά, εἴδη συσκευασίας, εἴδη ἰατρικῆς χρήσεως. Ζητεῖτε τιμοκατάλογον.: [1106, 1701, 1229, 1726]
sunday-meetings-headline-1: ΑΙ ΣΥΝΑΝΤΗΣΕΙΣ ΤΗΣ: [558, 319, 664, 331]
book-price: 12.—: [662, 638, 680, 648]
col2-footer: [392, 1910, 530, 1992]
refugees-p1: Ἡ κυβέρνηση τῆς «Ἀντιλογῆς» ἐξαγγέλλει καὶ πάλι ὅτι θὰ ἀποκαταστήσει τοὺς πρόσφυγες. Μὰ οἱ ἐξαγγελίες αὐτὲς μένουν πάντα στὰ λόγια.: [392, 470, 530, 524]
piraeus-aid-headline: ΕΡΓΑΤΙΚΗ ΒΟΗΘΕΙΑ ΠΕΙΡΑΙΩΣ: [1403, 275, 1533, 286]
ad-doctor-address: «Ὁδὸς Καπνικαρέας 18: [577, 1396, 645, 1404]
prof-row-5: Β. Β'. ΟΙΚΟΔΟΜΩΝ. — Οἱ ἐργάτες καλοῦνται ὅπως ἐνισχύσουν τὸν ἀγῶνα.: [1102, 268, 1236, 299]
ad-truss-line-2: ΟΜΦΑΛΕΠΙΔΕΣΜΟΙ: [710, 1492, 926, 1518]
spread-label: ΔΙΑΔΙΔΕΤΕ: [1438, 1118, 1498, 1131]
book-title: Πάλαμας καὶ τὸ πολέμου: [542, 699, 621, 709]
ad-read-rizospastis: [1398, 1095, 1538, 1154]
louizidis-sub: ΠΑΥΛΟΥ ΛΟΥ'Ι'ΖΙΔΟΥ: [1120, 1735, 1216, 1746]
list-item: [542, 760, 680, 772]
ad-truss-sub: Ἐκ τῶν ἐπαρχιῶν ἐκτελοῦνται ἔντιμοι ἐξαγωγῆς μετρήσεως κήλης: [727, 1610, 909, 1618]
typographers-p1: Πρὸς ὅλους τοὺς ἐργάτες Τυπογράφους Ἀθηνῶν (συντρόφους, λινοτύπες, μηχανικούς, βιβλιοδέτες κ.λπ.).: [692, 308, 824, 351]
ad-truss-name: ΧΡ. ΧΡΗΣΤΟΥ: [720, 1570, 916, 1600]
larissa-p1: Χθὲς τὸ ἑσπέρας ἐπρόκειτο νὰ συνέλθῃ γενικὴ συνέλευσις τοῦ Συνδ. τῶν Λαρισσαϊκῶν, μὲ θέμα συζήτησης τὸ μισθοῦ τοῦ κατωτέρου προσωπικοῦ καὶ τοῦ Ἑνωτικοῦ Συνεδρίου.: [838, 166, 960, 231]
refugees-p6: Οἱ ἐπιτροπὲς τῶν συνοικισμῶν πρέπει νὰ συνεδριάσουν ἄμεσα καὶ νὰ καταρτίσουν κοινὸ πρόγραμμα δράσης. Μόνο ἔτσι θὰ ἀκουστεῖ ἡ φωνή τους.: [392, 769, 530, 812]
article-kalpaki: [80, 57, 375, 989]
hotel-p2: Ἡ ἐργασία τῶν ὑπαλλήλων αὐτῶν εἶναι ἐξαιρετικὰ ἐπίπονη, διαρκεῖ δεκαέξι ὧρες τὴν ἡμέρα καὶ ὁ μισθὸς εἶναι ἐλάχιστος.: [1398, 136, 1538, 179]
book-price: 10.—: [662, 613, 680, 623]
book-price: 9.—: [666, 699, 680, 709]
metal-headline-2: ΤΟΥ Β. ΣΥΝΕΔΡΙΟΥ ΜΗΧΑΝΟΥΡΓΩΝ: [712, 69, 804, 92]
ad-truss-line-3: ΝΕΦΡΕΠΙΔΕΣΜΟΙ: [735, 1518, 901, 1540]
ad-pharmacy-name: ΓΕΩΡΓΙΟΣ ΡΕΒΕΛΑΚΗΣ: [692, 1686, 944, 1708]
branch-0: Κουστάν Βασιλείου Λύσσα, τῆρα Ταμπουρίων, ἐπιδρᾶ συντελοῦν.: [1398, 402, 1538, 423]
list-item: [542, 723, 680, 735]
professional-headline: ΕΠΑΓΓΕΛΜΑΤΙΚΑ: [1115, 58, 1223, 70]
ad-doctor-giavopoulos: [542, 1300, 680, 1417]
kalpaki-p11: Γι' αὐτὸ καὶ οἱ δήμιοι τοῦ Καλπακιοῦ τρέμουν. Ξέρουν πὼς κάθε μέρα ποὺ περνάει, ἡ φωνὴ τῶν φυλακισμένων δυναμώνει καὶ φτάνει πιὸ μακριά. Ξέρουν πὼς ὁ λαὸς θὰ ζητήσει λογαριασμό.: [231, 854, 375, 908]
piraeus-row-0: ΕΠΙΤΡΟΠΗ ΣΥΜΒΟΥΛΙΩΝ. — Παρακαλοῦνται ὅσοι ἔχουν κάρτες τοῦ Συνδέσμου νὰ τὰς παραδώσουν εἰς τὰ γραφεῖα Ἀλκιβιάδου Σωτῆρος, ἐπίσης καὶ τὰ Σωματεῖα, νὰ ὀργάνουν τὴν κάρτες τοῦ Ἑνωτικοῦ Συνεδρίου τῶν Καρτῶν ποὺ πωλεῖ.: [1102, 359, 1236, 435]
kalpaki-dedication-1: Ἀφιερώνεται στὸν ΑΝΡΥ ΜΠΑΡΜΠΥΣ ποὺ: [104, 156, 351, 172]
book-price: 4.—: [666, 773, 680, 783]
patras-list-1: Ὑπαδραμυιάνου Γεώργιος Μάτεσου. Κουσάρης Κεντρικὸς Γεύγυμα Ν. Κωσταντίνου Στρατηγοῦ. Σηρᾶτα οἱ καὶ ἐμπόρου Β. Ε.: [1398, 557, 1538, 600]
book-title: Νεολαία: [542, 773, 569, 783]
